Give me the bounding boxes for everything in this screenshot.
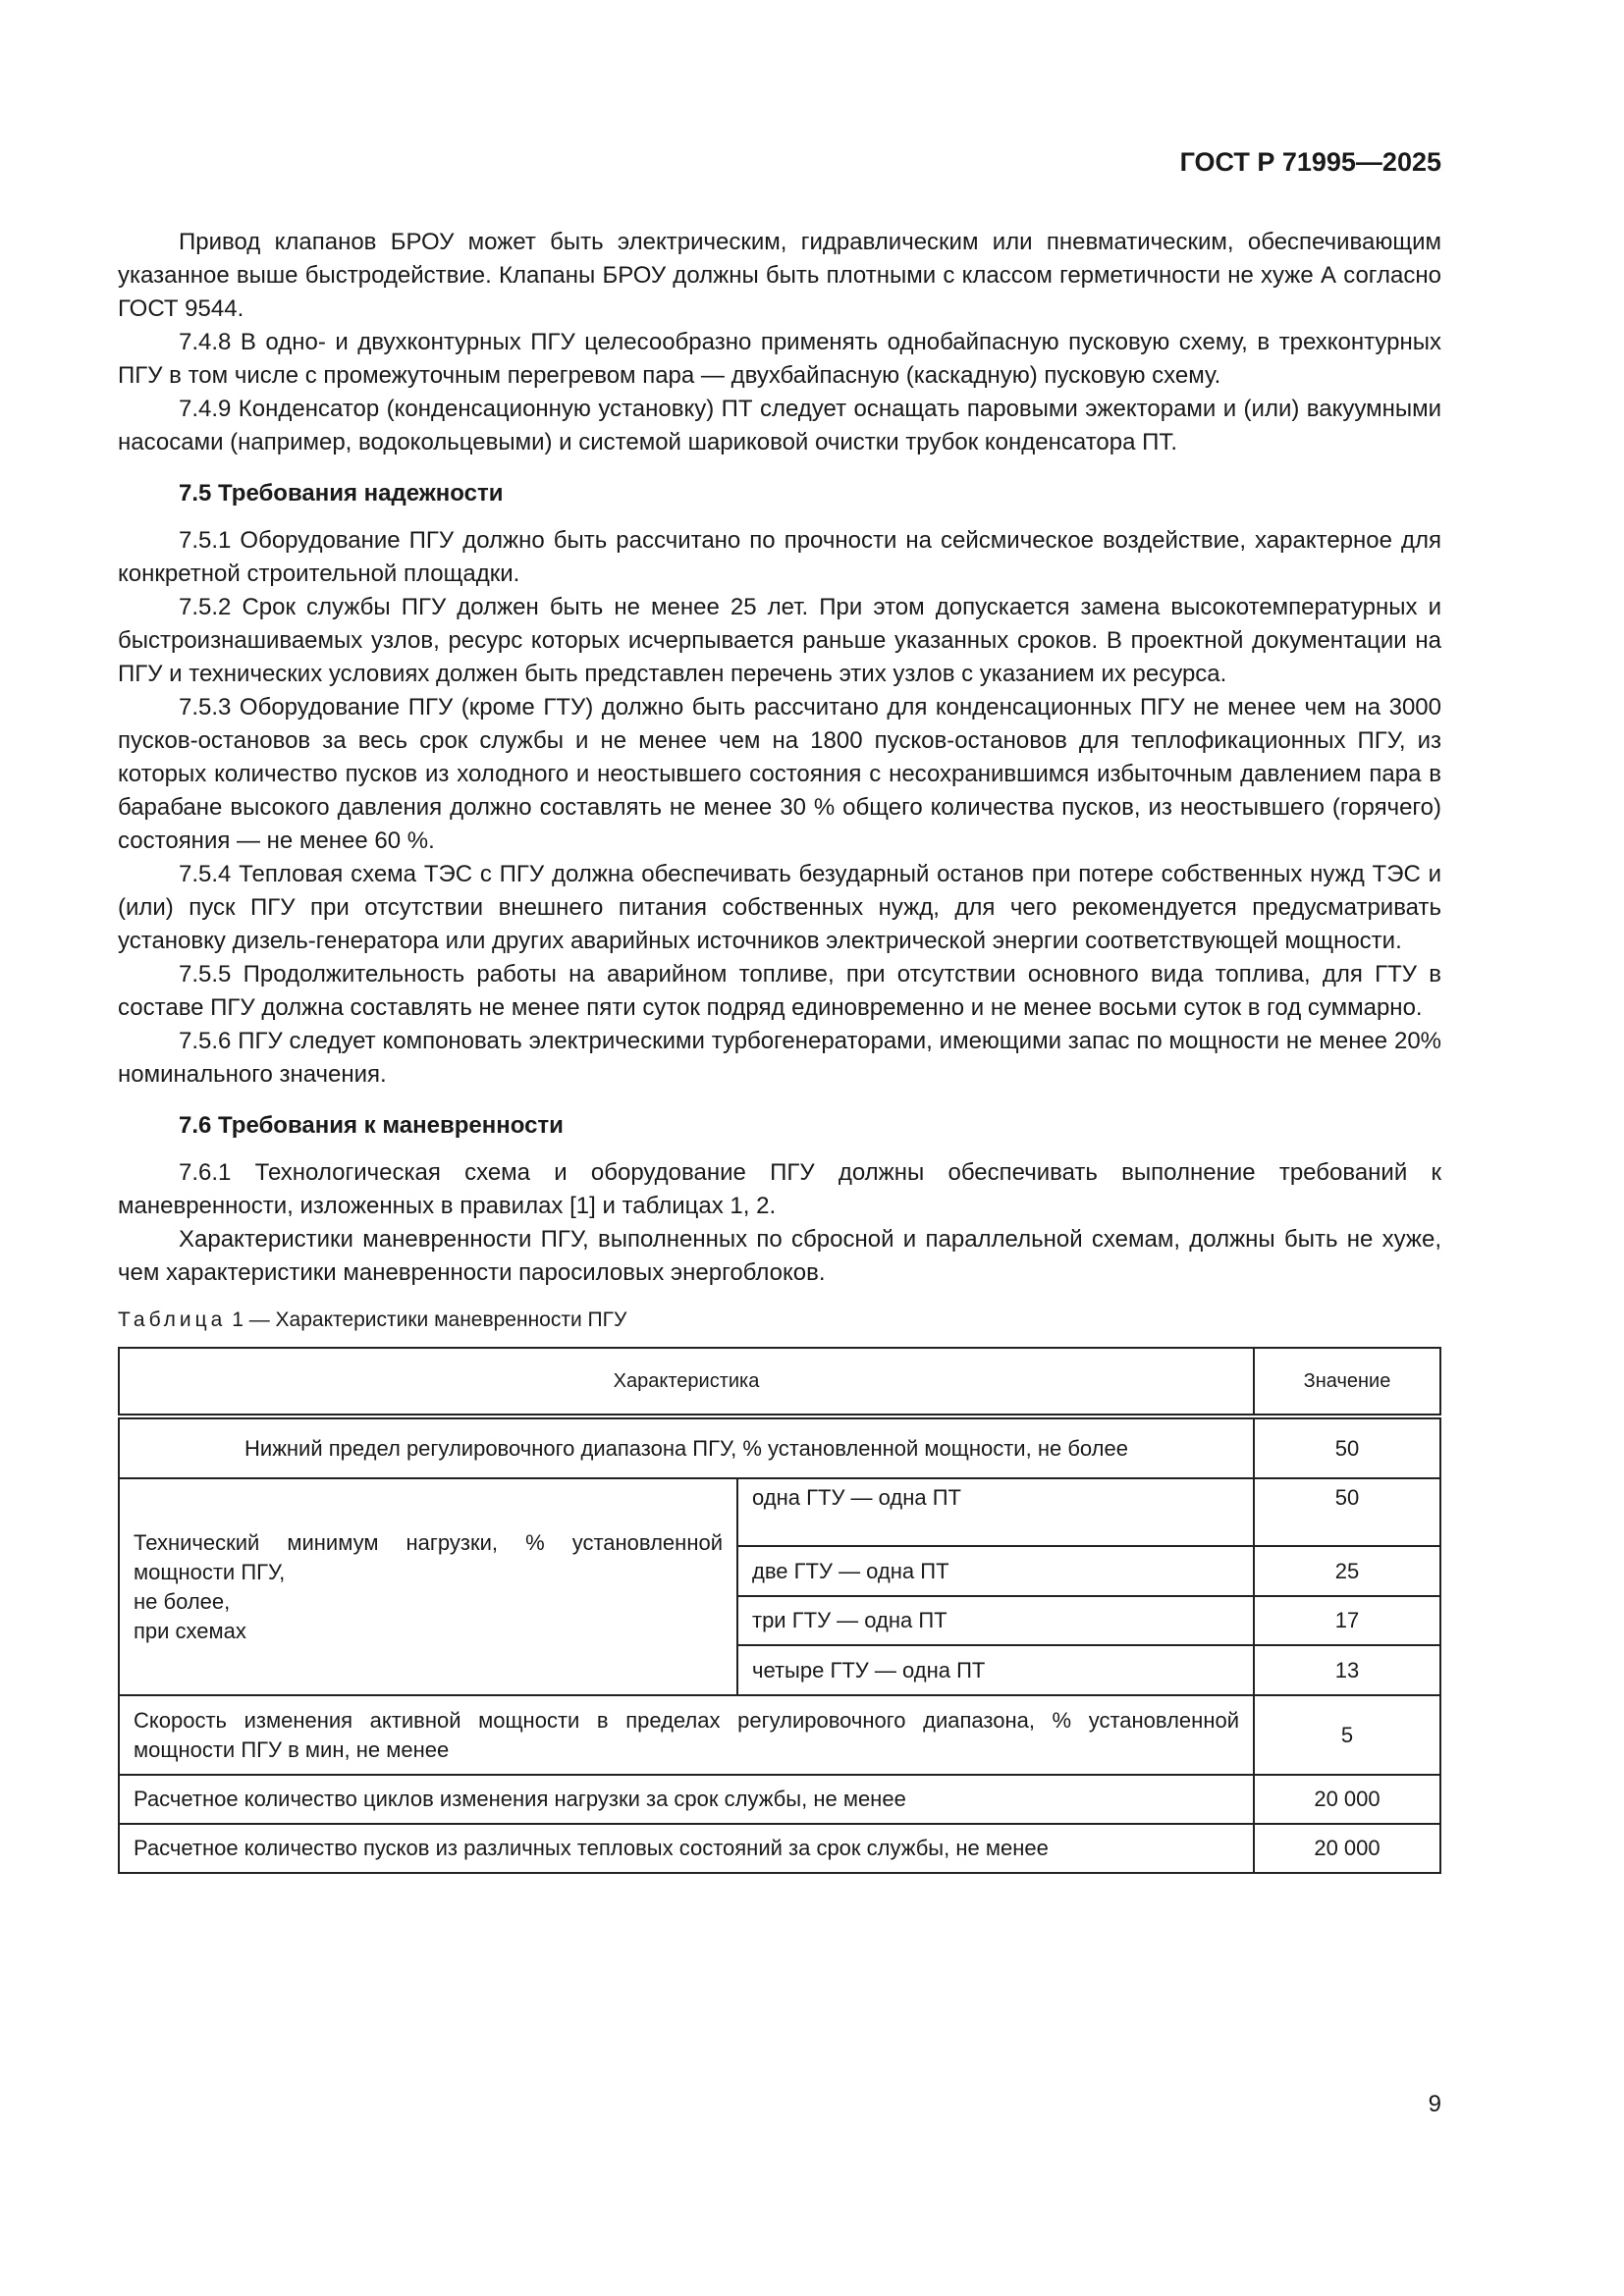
- scheme: четыре ГТУ — одна ПТ: [737, 1645, 1254, 1695]
- document-id: ГОСТ Р 71995—2025: [1179, 147, 1441, 177]
- section-heading: 7.6 Требования к маневренности: [179, 1112, 564, 1139]
- page-body: [118, 226, 1441, 1874]
- header-value: Значение: [1254, 1348, 1440, 1416]
- label-line: при схемах: [134, 1618, 246, 1643]
- table-row: [119, 1824, 1440, 1873]
- row-value: 20 000: [1254, 1775, 1440, 1824]
- paragraph: 7.4.9 Конденсатор (конденсационную установку) ПТ следует оснащать паровыми эжекторами и (или) вакуумными насосами (например, водокольцевыми) и системой шариковой очистки трубок конденсатора ПТ.: [118, 396, 1441, 455]
- page-number: 9: [1428, 2091, 1441, 2117]
- paragraph: 7.6.1 Технологическая схема и оборудование ПГУ должны обеспечивать выполнение требований к маневренности, изложенных в правилах [1] и таблицах 1, 2.: [118, 1159, 1441, 1219]
- label-line: мощности ПГУ,: [134, 1559, 286, 1584]
- scheme: три ГТУ — одна ПТ: [737, 1596, 1254, 1645]
- row-value: 13: [1254, 1645, 1440, 1695]
- scheme: две ГТУ — одна ПТ: [737, 1546, 1254, 1596]
- label-line: не более,: [134, 1588, 231, 1614]
- table-caption: [118, 1304, 1441, 1337]
- caption-title: 1 — Характеристики маневренности ПГУ: [232, 1308, 627, 1331]
- paragraph: 7.5.4 Тепловая схема ТЭС с ПГУ должна обеспечивать безударный останов при потере собственных нужд ТЭС и (или) пуск ПГУ при отсутствии внешнего питания собственных нужд, для чего рекомендуется предусматривать установку дизель-генератора или других аварийных источников электрической энергии соответствующей мощности.: [118, 861, 1441, 954]
- paragraph: Характеристики маневренности ПГУ, выполненных по сбросной и параллельной схемам, должны быть не хуже, чем характеристики маневренности паросиловых энергоблоков.: [118, 1226, 1441, 1286]
- row-value: 20 000: [1254, 1824, 1440, 1873]
- table-row: [119, 1775, 1440, 1824]
- label-line: Технический минимум нагрузки, % установленной: [134, 1529, 723, 1555]
- maneuverability-table: [118, 1347, 1441, 1874]
- tech-min-label: [119, 1478, 737, 1695]
- row-label: Расчетное количество циклов изменения нагрузки за срок службы, не менее: [119, 1775, 1254, 1824]
- row-value: 17: [1254, 1596, 1440, 1645]
- table-row: [119, 1478, 1440, 1546]
- paragraph: 7.5.5 Продолжительность работы на аварийном топливе, при отсутствии основного вида топлива, для ГТУ в составе ПГУ должна составлять не менее пяти суток подряд единовременно и не менее восьми суток в год суммарно.: [118, 961, 1441, 1021]
- paragraph: 7.5.2 Срок службы ПГУ должен быть не менее 25 лет. При этом допускается замена высокотемпературных и быстроизнашиваемых узлов, ресурс которых исчерпывается раньше указанных сроков. В проектной документации на ПГУ и технических условиях должен быть представлен перечень этих узлов с указанием их ресурса.: [118, 594, 1441, 687]
- header-characteristic: Характеристика: [119, 1348, 1254, 1416]
- paragraph: 7.5.3 Оборудование ПГУ (кроме ГТУ) должно быть рассчитано для конденсационных ПГУ не менее чем на 3000 пусков-остановов за весь срок службы и не менее чем на 1800 пусков-остановов для теплофикационных ПГУ, из которых количество пусков из холодного и неостывшего состояния с несохранившимся избыточным давлением пара в барабане высокого давления должно составлять не менее 30 % общего количества пусков, из неостывшего (горячего) состояния — не менее 60 %.: [118, 694, 1441, 854]
- caption-word: Таблица: [118, 1308, 227, 1331]
- row-value: 25: [1254, 1546, 1440, 1596]
- row-label: Скорость изменения активной мощности в пределах регулировочного диапазона, % установленной мощности ПГУ в мин, не менее: [119, 1695, 1254, 1775]
- paragraph: 7.5.6 ПГУ следует компоновать электрическими турбогенераторами, имеющими запас по мощности не менее 20% номинального значения.: [118, 1028, 1441, 1088]
- row-value: 50: [1254, 1416, 1440, 1478]
- paragraph: Привод клапанов БРОУ может быть электрическим, гидравлическим или пневматическим, обеспечивающим указанное выше быстродействие. Клапаны БРОУ должны быть плотными с классом герметичности не хуже А согласно ГОСТ 9544.: [118, 229, 1441, 322]
- table-header-row: [119, 1348, 1440, 1416]
- table-row: [119, 1695, 1440, 1775]
- row-label: Расчетное количество пусков из различных тепловых состояний за срок службы, не менее: [119, 1824, 1254, 1873]
- scheme: одна ГТУ — одна ПТ: [737, 1478, 1254, 1546]
- table-row: [119, 1416, 1440, 1478]
- row-label: Нижний предел регулировочного диапазона ПГУ, % установленной мощности, не более: [119, 1416, 1254, 1478]
- section-heading: 7.5 Требования надежности: [179, 480, 504, 507]
- row-value: 50: [1254, 1478, 1440, 1546]
- row-value: 5: [1254, 1695, 1440, 1775]
- paragraph: 7.5.1 Оборудование ПГУ должно быть рассчитано по прочности на сейсмическое воздействие, характерное для конкретной строительной площадки.: [118, 527, 1441, 587]
- paragraph: 7.4.8 В одно- и двухконтурных ПГУ целесообразно применять однобайпасную пусковую схему, в трехконтурных ПГУ в том числе с промежуточным перегревом пара — двухбайпасную (каскадную) пусковую схему.: [118, 329, 1441, 389]
